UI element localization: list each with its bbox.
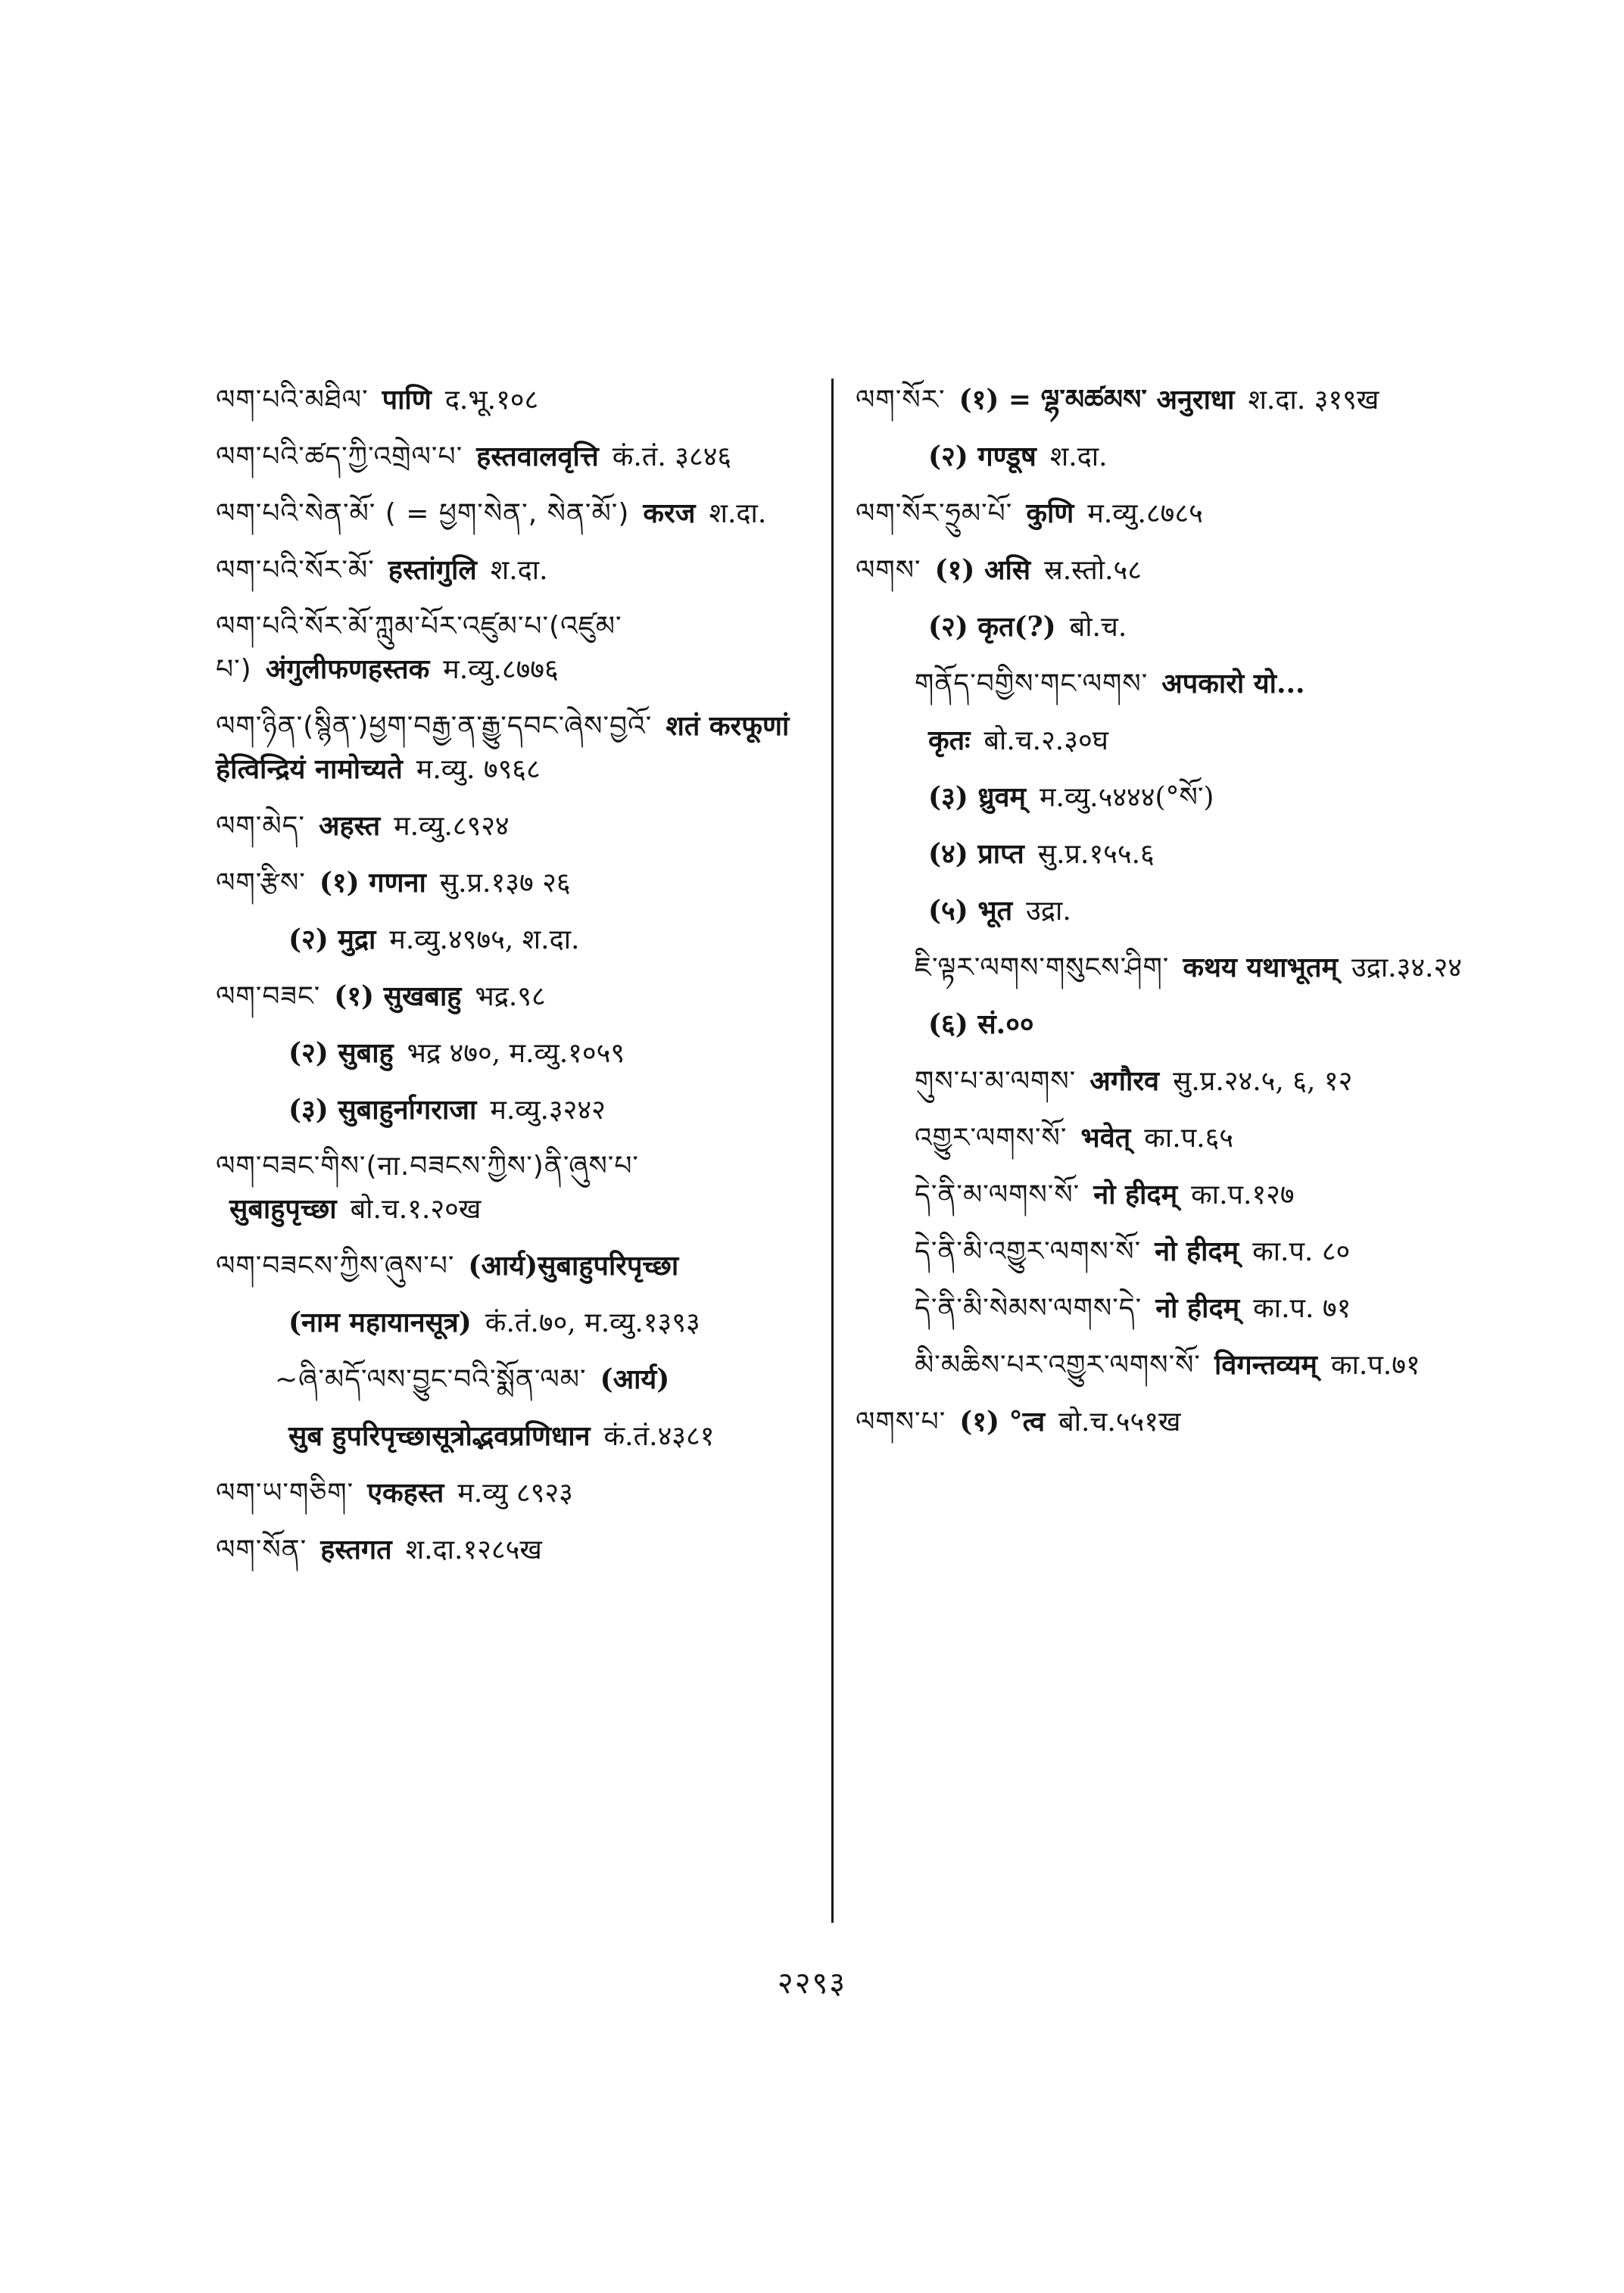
source-reference: श.दा.१२८५ख: [405, 1534, 542, 1566]
source-reference: का.प. ७१: [1253, 1293, 1351, 1324]
sanskrit-equivalent: सुबाहुपृच्छा: [229, 1193, 337, 1225]
source-reference: भद्र.९८: [475, 981, 546, 1012]
sub-sense: [856, 1060, 1492, 1103]
sub-sense: [856, 719, 1492, 762]
sanskrit-equivalent: शतं करफूणां हेत्विन्द्रियं नामोच्यते: [216, 710, 790, 785]
sub-sense: [216, 918, 814, 961]
source-reference: सु.प्र.१३७ २६: [439, 868, 571, 899]
tibetan-phrase: ~ཞི་མདོ་ལས་བྱུང་བའི་སྨོན་ལམ་: [275, 1364, 587, 1395]
sanskrit-equivalent: (६) सं.००: [928, 1008, 1034, 1040]
tibetan-headword: ལག་བཟངས་ཀྱིས་ཞུས་པ་: [216, 1251, 455, 1282]
sub-sense: [856, 1117, 1492, 1160]
page-number: २२९३: [777, 1966, 847, 2001]
dictionary-entry: [216, 1472, 814, 1515]
source-reference: भद्र ४७०, म.व्यु.१०५९: [407, 1038, 625, 1069]
source-reference: श.दा.: [709, 498, 767, 529]
dictionary-entry: [216, 975, 814, 1018]
dictionary-entry: [216, 606, 814, 691]
sub-sense: [856, 889, 1492, 933]
sub-sense: [856, 1287, 1492, 1330]
source-reference: बो.च.: [1069, 612, 1127, 643]
tibetan-headword: ལག་རྩིས་: [216, 868, 306, 899]
source-reference: म.व्यु.८७८५: [1087, 498, 1203, 529]
tibetan-headword: ལག་མེད་: [216, 811, 305, 842]
tibetan-headword: ལག་པའི་སོར་མོ་: [216, 555, 375, 586]
source-reference: द.भू.१०८: [444, 385, 539, 416]
source-reference: म.व्यु.३२४२: [490, 1095, 606, 1126]
sanskrit-equivalent: (आर्य): [600, 1363, 670, 1395]
sanskrit-equivalent: अंगुलीफणहस्तक: [265, 653, 430, 685]
source-reference: सु.प्र.२४.५, ६, १२: [1173, 1066, 1353, 1097]
dictionary-entry: [216, 1145, 814, 1231]
dictionary-entry: [216, 492, 814, 535]
tibetan-phrase: གུས་པ་མ་ལགས་: [915, 1066, 1077, 1097]
sanskrit-equivalent: (२) सुबाहु: [288, 1037, 394, 1069]
sub-sense: [216, 1358, 814, 1401]
sanskrit-equivalent: कथय यथाभूतम्: [1183, 952, 1338, 983]
sanskrit-equivalent: (१) सुखबाहु: [334, 980, 462, 1012]
sub-sense: [856, 662, 1492, 706]
tibetan-headword: ལག་པའི་སོར་མོ་ཀླུམ་པོར་འཛུམ་པ་(འཛུམ་པ་): [216, 611, 622, 685]
dictionary-entry: [856, 549, 1492, 592]
dictionary-entry: [216, 549, 814, 592]
source-reference: का.प. ८०: [1252, 1236, 1351, 1267]
sanskrit-equivalent: (१) = ལྷ་མཚམས་ अनुराधा: [959, 384, 1235, 416]
sanskrit-equivalent: (नाम महायानसूत्र): [288, 1307, 472, 1338]
source-reference: म.व्यु.८७७६: [443, 654, 559, 685]
sub-sense: [856, 776, 1492, 819]
source-reference: बो.च.२.३०घ: [983, 725, 1108, 756]
dictionary-entry: [216, 1528, 814, 1572]
tibetan-headword: ལག་སོར་ཧྲུམ་པོ་: [856, 498, 1013, 529]
source-reference: म.व्यु. ७९६८: [416, 754, 541, 785]
dictionary-entry: [216, 379, 814, 422]
right-column: [856, 379, 1492, 1457]
sanskrit-equivalent: (३) ध्रुवम्: [928, 781, 1027, 813]
tibetan-headword: ལགས་: [856, 555, 921, 586]
tibetan-headword: ལག་པའི་སེན་མོ་ ( = ཕྱག་སེན་, སེན་མོ་): [216, 498, 630, 529]
sub-sense: [856, 435, 1492, 478]
sanskrit-equivalent: (२) गण्डूष: [928, 441, 1036, 472]
source-reference: उद्रा.३४.२४: [1351, 952, 1462, 983]
source-reference: श.दा.: [1049, 441, 1108, 472]
source-reference: का.प.६५: [1144, 1123, 1234, 1154]
sanskrit-equivalent: नो हीदम्: [1155, 1235, 1239, 1267]
tibetan-headword: ལགས་པ་: [856, 1407, 946, 1438]
left-column: [216, 379, 814, 1585]
sanskrit-equivalent: एकहस्त: [367, 1477, 444, 1509]
sub-sense: [216, 1089, 814, 1132]
source-reference: सु.प्र.१५५.६: [1037, 839, 1155, 870]
sub-sense: [856, 833, 1492, 876]
sanskrit-equivalent: हस्तगत: [320, 1534, 392, 1566]
dictionary-entry: [856, 379, 1492, 422]
sanskrit-equivalent: (२) मुद्रा: [288, 924, 376, 955]
sub-sense: [856, 606, 1492, 649]
tibetan-phrase: མི་མཆིས་པར་འགྱུར་ལགས་སོ་: [915, 1350, 1201, 1381]
sanskrit-equivalent: अपकारो यो...: [1161, 668, 1305, 699]
sanskrit-equivalent: अगौरव: [1089, 1065, 1160, 1097]
source-reference: कं.तं. ३८४६: [612, 441, 732, 472]
sanskrit-equivalent: (५) भूत: [928, 895, 1013, 927]
sub-sense: [856, 946, 1492, 989]
source-reference: कं.तं.७०, म.व्यु.१३९३: [485, 1307, 700, 1338]
tibetan-phrase: འགྱུར་ལགས་སོ་: [915, 1123, 1068, 1154]
tibetan-headword: ལག་ཡ་གཅིག་: [216, 1478, 354, 1509]
source-reference: बो.च.१.२०ख: [350, 1194, 482, 1225]
dictionary-entry: [216, 435, 814, 478]
sub-sense: [216, 1032, 814, 1075]
sanskrit-equivalent: (१) गणना: [319, 867, 426, 899]
tibetan-phrase: དེ་ནི་མི་སེམས་ལགས་དེ་: [915, 1293, 1142, 1324]
sanskrit-equivalent: हस्तवालवृत्ति: [476, 441, 599, 472]
sanskrit-equivalent: नो हीदम्: [1155, 1292, 1240, 1324]
sanskrit-equivalent: (२) कृत(?): [928, 611, 1056, 643]
sanskrit-equivalent: (४) प्राप्त: [928, 838, 1024, 870]
sub-sense: [216, 1415, 814, 1458]
sub-sense: [856, 1003, 1492, 1046]
dictionary-entry: [216, 805, 814, 848]
source-reference: स्र.स्तो.५८: [1044, 555, 1142, 586]
sanskrit-equivalent: हस्तांगुलि: [388, 554, 477, 586]
source-reference: श.दा.: [490, 555, 548, 586]
sanskrit-equivalent: भवेत्: [1080, 1122, 1131, 1154]
dictionary-entry: [216, 705, 814, 791]
dictionary-entry: [856, 1400, 1492, 1444]
tibetan-headword: ལག་སོར་: [856, 385, 946, 416]
tibetan-headword: ལག་པའི་མཐིལ་: [216, 385, 369, 416]
source-reference: बो.च.५५१ख: [1058, 1407, 1181, 1438]
sanskrit-equivalent: कुणि: [1026, 497, 1074, 529]
tibetan-phrase: ཇི་ལྟར་ལགས་གསུངས་ཤིག་: [915, 952, 1170, 983]
tibetan-phrase: དེ་ནི་མི་འགྱུར་ལགས་སོ་: [915, 1236, 1142, 1267]
sanskrit-equivalent: कृतः: [928, 724, 971, 756]
sanskrit-equivalent: पाणि: [382, 384, 432, 416]
source-reference: का.प.७१: [1330, 1350, 1420, 1381]
tibetan-headword: ལག་བཟང་གིས་(ना.བཟངས་ཀྱིས་)ནི་ཞུས་པ་: [216, 1151, 639, 1182]
tibetan-headword: ལག་སོན་: [216, 1534, 307, 1566]
tibetan-headword: ལག་ཉིན་(སྙིན་)ཕྱག་བརྒྱ་ན་རྒྱུ་དབང་ཞེས་བྱའོ་: [216, 711, 653, 742]
sanskrit-equivalent: (३) सुबाहुर्नागराजा: [288, 1094, 477, 1126]
sub-sense: [856, 1344, 1492, 1387]
tibetan-headword: ལག་པའི་ཚད་ཀྱི་འགྲེལ་པ་: [216, 441, 463, 472]
sub-sense: [856, 1230, 1492, 1273]
sanskrit-equivalent: (१) असि: [934, 554, 1031, 586]
sanskrit-equivalent: अहस्त: [319, 810, 381, 842]
source-reference: उद्रा.: [1026, 896, 1071, 927]
source-reference: म.व्यु ८९२३: [457, 1478, 573, 1509]
dictionary-entry: [216, 1245, 814, 1288]
dictionary-entry: [216, 861, 814, 905]
sanskrit-equivalent: नो हीदम्: [1093, 1179, 1178, 1210]
sanskrit-equivalent: विगन्तव्यम्: [1214, 1349, 1317, 1381]
sanskrit-equivalent: (१) °त्व: [959, 1406, 1046, 1438]
sanskrit-equivalent: (आर्य)सुबाहुपरिपृच्छा: [468, 1250, 679, 1282]
tibetan-phrase: གནོད་བགྱིས་གང་ལགས་: [915, 668, 1149, 699]
sub-sense: [856, 1173, 1492, 1217]
source-reference: कं.तं.४३८१: [603, 1421, 715, 1452]
dictionary-entry: [856, 492, 1492, 535]
source-reference: म.व्यु.५४४४(°སོ་): [1040, 782, 1214, 813]
source-reference: म.व्यु.४९७५, श.दा.: [389, 924, 580, 955]
source-reference: म.व्यु.८९२४: [394, 811, 510, 842]
tibetan-phrase: དེ་ནི་མ་ལགས་སོ་: [915, 1179, 1080, 1210]
column-divider: [831, 379, 834, 1923]
source-reference: श.दा. ३१९ख: [1248, 385, 1379, 416]
sanskrit-equivalent: सुब हुपरिपृच्छासूत्रोद्भवप्रणिधान: [288, 1420, 591, 1452]
sub-sense: [216, 1301, 814, 1344]
tibetan-headword: ལག་བཟང་: [216, 981, 321, 1012]
sanskrit-equivalent: करज: [643, 497, 696, 529]
source-reference: का.प.१२७: [1191, 1179, 1295, 1210]
